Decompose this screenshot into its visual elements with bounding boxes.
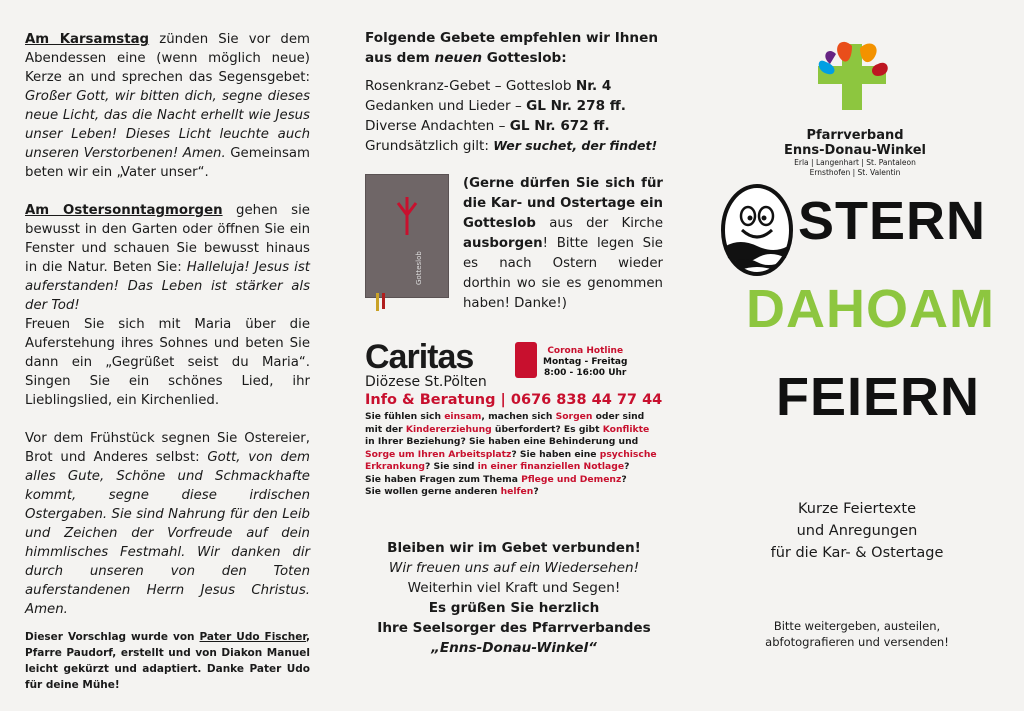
q-a: in Ihrer Beziehung? Sie haben eine Behinderung und [365, 436, 639, 447]
hotline-days: Montag - Freitag [543, 357, 628, 367]
caritas-line [365, 411, 663, 424]
caritas-line [365, 474, 663, 487]
list-item-ref: GL Nr. 278 ff. [526, 98, 626, 114]
ostersonntag-heading: Am Ostersonntagmorgen [25, 203, 223, 218]
share-line-2: abfotografieren und versenden! [765, 635, 949, 649]
q-r2: in einer finanziellen Notlage [477, 461, 625, 472]
gotteslob-text [463, 174, 663, 314]
caritas-line [365, 436, 663, 449]
bless-line-6: „Enns-Donau-Winkel“ [431, 640, 597, 656]
q-r: Pflege und Demenz [521, 473, 622, 485]
book-t1: (Gerne dürfen Sie sich für die Kar- und Ostertage [463, 176, 663, 211]
book-spine-label: Gotteslob [415, 251, 423, 285]
maria-paragraph: Freuen Sie sich mit Maria über die Auferstehung ihres Sohnes und beten Sie dann ein „Gegrüßet seist du Maria“. Singen Sie ein schönes Lied, ihr Lieblingslied, ein Kirchenlied. [25, 317, 310, 408]
q-b: , machen sich [481, 411, 556, 422]
karsamstag-end: Gemeinsam beten wir ein „Vater unser“. [25, 146, 310, 180]
hotline-hours: 8:00 - 16:00 Uhr [544, 368, 627, 378]
fruehstueck-prayer: Gott, von dem alles Gute, Schöne und Schmackhafte kommt, segne diese irdischen Ostergaben. Sie sind Nahrung für den Leib und Zeichen der Vorfreude auf dein himmlisches Festmahl. Wir danken dir durch unseren von den Toten auferstandenen Herrn Jesus Christus. Amen. [25, 450, 310, 617]
list-item [365, 96, 663, 116]
q-c: oder sind [592, 411, 645, 422]
list-item [365, 136, 663, 156]
book-t4: ausborgen [463, 236, 543, 251]
q-r2: Konflikte [602, 423, 650, 435]
share-note [690, 618, 1024, 650]
list-item [365, 76, 663, 96]
caritas-questions [365, 411, 663, 499]
prayers-heading-em: neuen [434, 50, 483, 66]
prayers-list [365, 76, 663, 156]
basic-text: Grundsätzlich gilt: [365, 138, 494, 154]
list-item-ref: GL Nr. 672 ff. [509, 118, 610, 134]
caritas-diocese: Diözese St.Pölten [365, 374, 487, 390]
list-item-text: Diverse Andachten – [365, 118, 510, 134]
closing-blessing [365, 538, 663, 658]
q-b: überfordert? Es gibt [491, 423, 603, 435]
list-item-text: Rosenkranz-Gebet – Gotteslob [365, 78, 576, 94]
pfarrverband-name [780, 128, 930, 178]
q-b: ? Sie haben eine [511, 448, 600, 460]
q-r: Sorge um Ihren Arbeitsplatz [365, 448, 512, 460]
pv-parishes-1: Erla | Langenhart | St. Pantaleon [794, 158, 916, 167]
q-c: ? [624, 461, 630, 472]
middle-column [345, 0, 675, 711]
q-r: Kindererziehung [405, 423, 492, 435]
bless-line-4: Es grüßen Sie herzlich [428, 600, 600, 616]
caritas-phone: Info & Beratung | 0676 838 44 77 44 [365, 392, 663, 408]
caritas-box [365, 340, 663, 530]
pv-name-2: Enns-Donau-Winkel [784, 143, 926, 158]
title-stern: STERN [798, 191, 987, 251]
caritas-line [365, 486, 663, 499]
prayers-heading [365, 28, 663, 68]
gotteslob-section [365, 174, 663, 314]
caritas-line [365, 461, 663, 474]
karsamstag-heading: Am Karsamstag [25, 32, 150, 47]
ostersonntag-text: gehen sie bewusst in den Garten oder öffnen Sie ein Fenster und schauen Sie bewusst hinaus in die Natur. Beten Sie: [25, 203, 310, 275]
pv-name-1: Pfarrverband [806, 128, 904, 143]
prayers-heading-b: Gotteslob: [482, 50, 567, 66]
ribbon-gold [376, 293, 379, 311]
note-text-b: , Pfarre Paudorf, erstellt und von Diakon Manuel leicht gekürzt und adaptiert. Danke Pater Udo für deine Mühe! [25, 631, 310, 691]
pfarrverband-logo-icon [812, 36, 892, 116]
left-column [0, 0, 330, 711]
phone-icon [515, 342, 537, 378]
right-column [690, 0, 1024, 711]
caritas-line [365, 449, 663, 462]
gotteslob-book-image [365, 174, 449, 298]
caritas-line [365, 424, 663, 437]
karsamstag-text: zünden Sie vor dem Abendessen eine (wenn möglich neue) Kerze an und sprechen das Segensgebet: [25, 32, 310, 85]
q-a: Sie haben Fragen zum Thema [365, 473, 522, 485]
q-r: helfen [500, 486, 534, 497]
bless-line-1: Bleiben wir im Gebet verbunden! [387, 540, 641, 556]
ribbon-red [382, 293, 385, 309]
cross-icon [366, 175, 448, 297]
q-r: einsam [444, 411, 482, 422]
fruehstueck-intro: Vor dem Frühstück segnen Sie Ostereier, Brot und Anderes selbst: [25, 431, 310, 465]
subtitle-line-2: und Anregungen [796, 523, 918, 539]
title-dahoam: DAHOAM [746, 279, 995, 339]
book-t3: aus der Kirche [535, 216, 663, 231]
list-item [365, 116, 663, 136]
q-r2: psychische [599, 448, 657, 460]
bless-line-5: Ihre Seelsorger des Pfarrverbandes [377, 620, 651, 636]
fruehstueck-paragraph [25, 429, 310, 619]
hotline-info [543, 346, 627, 379]
author-note [25, 629, 310, 693]
title-feiern: FEIERN [776, 367, 981, 427]
pv-parishes-2: Ernsthofen | St. Valentin [809, 168, 901, 177]
book-t2: ein Gotteslob [463, 196, 663, 231]
share-line-1: Bitte weitergeben, austeilen, [773, 619, 941, 633]
ostersonntag-prayer: Halleluja! Jesus ist auferstanden! Das Leben ist stärker als der Tod! [25, 260, 311, 313]
easter-egg-icon [720, 180, 794, 276]
q-r: Erkrankung [365, 461, 425, 472]
hotline-title: Corona Hotline [547, 346, 624, 356]
caritas-logo-text: Caritas [365, 338, 474, 376]
q-a: Sie wollen gerne anderen [365, 486, 501, 497]
q-a: mit der [365, 423, 406, 435]
q-r2: Sorgen [555, 411, 593, 422]
book-t5: ! Bitte legen Sie es nach Ostern wieder dorthin wo sie es genommen haben! Danke!) [463, 236, 663, 311]
author-name: Pater Udo Fischer [199, 631, 306, 643]
note-text-a: Dieser Vorschlag wurde von [25, 631, 200, 643]
karsamstag-prayer: Großer Gott, wir bitten dich, segne dieses neue Licht, das die Nacht erhellt wie Jesus unser Leben! Dieses Licht leuchte auch unseren Verstorbenen! Amen. [25, 89, 310, 161]
subtitle-line-1: Kurze Feiertexte [798, 501, 916, 517]
subtitle-line-3: für die Kar- & Ostertage [770, 545, 944, 561]
bless-line-2: Wir freuen uns auf ein Wiedersehen! [388, 560, 640, 576]
bless-line-3: Weiterhin viel Kraft und Segen! [407, 580, 621, 596]
list-item-ref: Nr. 4 [575, 78, 612, 94]
q-b: ? [621, 473, 627, 485]
prayers-heading-a: Folgende Gebete empfehlen wir Ihnen aus dem [365, 30, 659, 66]
subtitle [690, 498, 1024, 564]
ostersonntag-paragraph [25, 201, 310, 315]
list-item-text: Gedanken und Lieder – [365, 98, 527, 114]
q-b: ? Sie sind [424, 461, 478, 472]
q-b: ? [533, 486, 539, 497]
basic-motto: Wer suchet, der findet! [493, 138, 658, 153]
q-a: Sie fühlen sich [365, 411, 445, 422]
karsamstag-paragraph [25, 30, 310, 182]
